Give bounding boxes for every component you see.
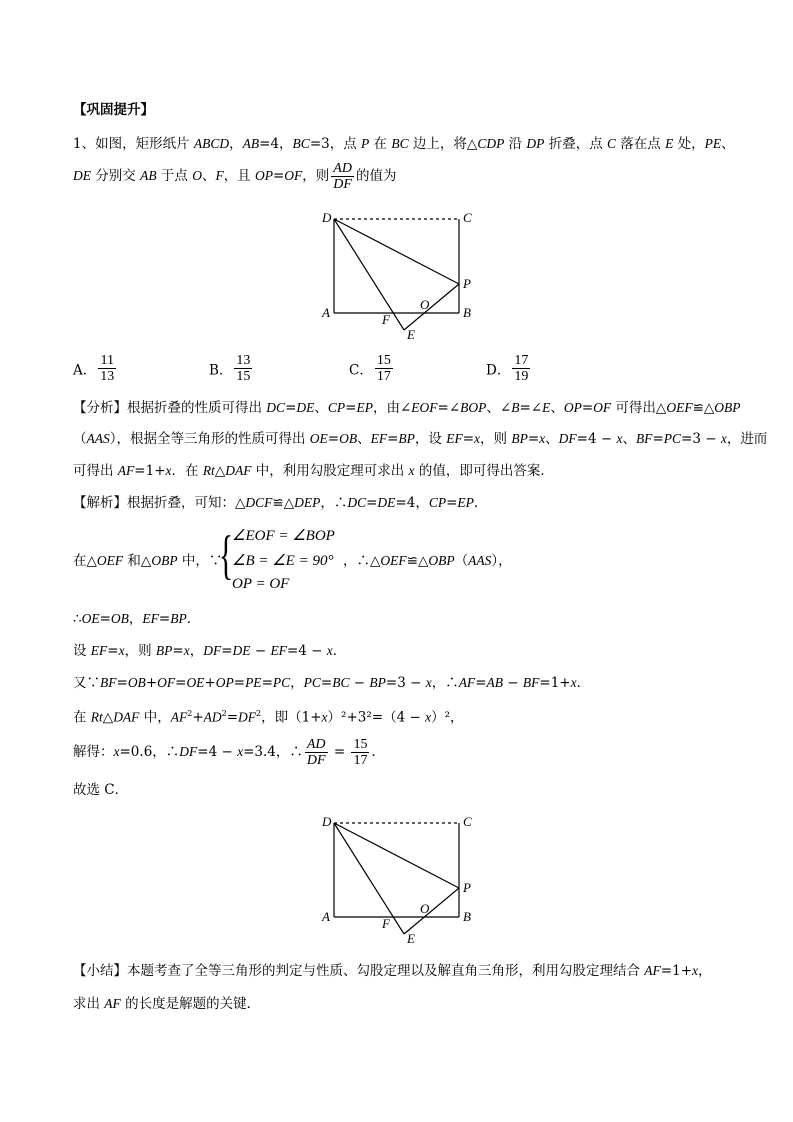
option-b-num: 13 [236,353,251,368]
text-run: 1、如图，矩形纸片 [73,136,194,152]
text-run: = [285,400,297,416]
problem-line-2 [73,161,396,192]
option-c[interactable] [349,353,395,384]
option-d-fraction [512,353,530,384]
text-run: 边上，将△ [408,136,478,152]
geometry-figure-1 [318,208,478,343]
math-variable: B [511,400,520,415]
point-label-p: P [463,880,471,895]
text-run: （ [454,553,469,569]
math-variable: OEF [380,553,407,568]
text-run: = [261,675,273,691]
point-label-e: E [407,327,415,342]
answer-fraction-2 [351,737,369,768]
text-run: = [446,495,458,511]
math-variable: DP [526,136,545,151]
ratio-numerator: AD [333,161,352,176]
option-c-num: 15 [376,353,391,368]
text-run: = [387,431,399,447]
math-variable: AF [170,709,188,725]
text-run: 又∵ [73,675,100,691]
problem-line-1 [73,135,735,153]
math-variable: OBP [151,553,178,568]
math-variable: DF [558,431,577,446]
option-b-fraction [234,353,252,384]
math-variable: DAF [113,709,140,725]
math-variable: AF [104,996,121,1011]
math-variable: OE [186,675,205,690]
text-run: =0.6，∴ [119,744,180,760]
answer-equals: = [329,744,350,760]
option-b-den: 15 [236,369,251,384]
text-run: 中，利用勾股定理可求出 [251,463,409,479]
math-variable: x [425,709,432,725]
option-a[interactable] [73,353,118,384]
math-variable: DF [179,744,198,759]
point-label-d: D [322,210,332,225]
answer-fraction-2-den: 17 [353,753,368,768]
math-variable: BP [511,431,528,446]
text-run: = [581,400,594,416]
math-variable: DAF [225,463,252,478]
text-run: △ [214,463,226,479]
text-run: ， [128,611,143,627]
text-run: =3 − [385,675,426,691]
analysis-line-1 [73,399,741,417]
segment-pe [404,888,459,934]
text-run: =1+ [539,675,571,691]
text-run: =4， [395,495,429,511]
math-variable: OF [284,168,303,183]
math-variable: Rt [90,709,103,725]
math-variable: CP [428,495,447,510]
text-run: = [366,495,378,511]
text-run: 、 [314,400,328,416]
text-run: 的长度是解题的关键． [120,996,261,1012]
math-variable: x [118,643,125,658]
point-label-c: C [463,814,472,829]
analysis-line-2 [73,430,767,448]
text-run: ， [189,643,204,659]
math-variable: x [425,675,432,690]
solution-line-7-end: ． [371,744,385,760]
math-variable: AF [644,963,661,978]
math-variable: BP [369,675,386,690]
system-eq-3: OP = OF [232,576,290,592]
text-run: 2 [187,709,193,718]
point-label-b: B [463,909,471,924]
text-run: ≌△ [272,495,295,511]
text-run: 设 [73,643,91,659]
text-run: ，即（1+ [261,709,322,726]
math-variable: BC [332,675,350,690]
math-variable: DE [377,495,396,510]
text-run: 的值，即可得出答案． [414,463,554,479]
text-run: 落在点 [616,136,666,152]
text-run: 2 [221,709,227,718]
text-run: 处， [673,136,705,152]
math-variable: x [539,431,546,446]
math-variable: BC [292,136,310,151]
option-c-fraction [375,353,393,384]
text-run: ）²， [431,709,464,726]
analysis-line-3 [73,462,554,480]
math-variable: DE [73,168,91,183]
math-variable: OE [81,611,100,626]
math-variable: BP [170,611,187,626]
text-run: = [226,709,239,726]
math-variable: EP [356,400,373,415]
option-a-fraction [98,353,116,384]
text-run: 在 [73,709,91,726]
point-label-a: A [322,909,330,924]
math-variable: BF [635,431,653,446]
option-c-label: C． [349,362,373,379]
math-variable: DE [296,400,315,415]
text-run: + [204,675,216,691]
math-variable: PC [663,431,682,446]
math-variable: x [692,963,699,978]
text-run: = [175,675,187,691]
solution-line-7 [73,737,385,768]
text-run: = [527,431,540,447]
math-variable: EF [370,431,388,446]
text-run: 解得： [73,744,114,760]
solution-line-2-post [343,552,512,570]
solution-line-6 [73,705,464,727]
summary-line-2 [73,995,260,1013]
point-label-c: C [463,210,472,225]
math-variable: DC [266,400,286,415]
math-variable: BP [398,431,415,446]
option-d[interactable] [486,353,532,384]
math-variable: OB [110,611,129,626]
math-variable: CDP [477,136,505,151]
text-run: ， [698,963,712,979]
text-run: ， [290,675,304,691]
segment-dp [334,219,459,284]
text-run: ． [576,675,591,691]
math-variable: C [607,136,617,151]
math-variable: BC [391,136,409,151]
math-variable: AF [458,675,476,690]
text-run: ． [186,611,201,627]
math-variable: ABCD [193,136,230,151]
math-variable: BF [100,675,117,690]
math-variable: DF [203,643,222,658]
point-label-b: B [463,305,471,320]
math-variable: AB [242,136,260,151]
point-label-e: E [407,931,415,946]
text-run: 【小结】本题考查了全等三角形的判定与性质、勾股定理以及解直角三角形，利用勾股定理结合 [73,963,645,979]
option-b-label: B． [209,362,233,379]
math-variable: DCF [245,495,273,510]
solution-line-5 [73,674,590,692]
text-run: 【解析】根据折叠，可知：△ [73,495,246,511]
math-variable: OP [254,168,273,183]
solution-line-2-pre [73,552,222,570]
text-run: ． [332,643,347,659]
text-run: 于点 [156,168,193,184]
text-run: 可得出 [73,463,118,479]
text-run: ，∴ [431,675,459,691]
math-variable: OBP [428,553,455,568]
text-run: △ [102,709,114,726]
text-run: = [116,675,128,691]
text-run: = [107,643,119,659]
text-run: 在 [369,136,392,152]
option-a-label: A． [73,362,97,379]
text-run: − [349,675,370,691]
math-variable: PE [704,136,722,151]
text-run: ），根据全等三角形的性质可得出 [109,431,310,447]
text-run: 在△ [73,553,97,569]
math-variable: x [616,431,623,446]
math-variable: E [542,400,551,415]
text-run: 沿 [504,136,527,152]
text-run: ，则 [124,643,156,659]
text-run: =1+ [134,463,166,479]
math-variable: EF [142,611,159,626]
option-d-den: 19 [514,369,529,384]
text-run: = [652,431,664,447]
text-run: 、 [622,431,636,447]
math-variable: x [720,431,727,446]
math-variable: CP [327,400,346,415]
point-label-o: O [420,297,430,312]
math-variable: OP [563,400,582,415]
math-variable: x [237,744,244,759]
text-run: ∴ [73,611,82,627]
text-run: ，由∠ [372,400,412,416]
text-run: ≌△ [692,400,715,416]
answer-fraction-1 [305,737,328,768]
text-run: ，则 [480,431,512,447]
math-variable: AB [140,168,157,183]
text-run: ≌△ [406,553,429,569]
math-variable: F [215,168,224,183]
text-run: 【分析】根据折叠的性质可得出 [73,400,267,416]
text-run: 分别交 [91,168,141,184]
option-d-num: 17 [514,353,529,368]
math-variable: OEF [666,400,693,415]
point-label-f: F [382,312,390,327]
ratio-denominator: DF [333,177,352,192]
math-variable: E [665,136,674,151]
math-variable: AAS [468,553,492,568]
text-run: =4 − [576,431,617,447]
math-variable: OEF [96,553,124,568]
point-label-a: A [322,305,330,320]
math-variable: DF [238,709,257,725]
math-variable: OF [593,400,612,415]
text-run: − [250,643,271,659]
math-variable: BF [522,675,540,690]
text-run: = [345,400,357,416]
text-run: = [172,643,184,659]
answer-fraction-2-num: 15 [353,737,368,752]
point-label-p: P [463,276,471,291]
math-variable: EF [270,643,287,658]
segment-dp [334,823,459,888]
math-variable: PC [303,675,321,690]
text-run: ． [473,495,488,511]
text-run: 、 [545,431,559,447]
answer-fraction-1-num: AD [306,737,326,752]
solution-line-8: 故选 C． [73,782,129,798]
math-variable: EF [446,431,463,446]
solution-line-3 [73,610,200,628]
math-variable: x [113,744,120,759]
text-run: ，∴△ [343,553,381,569]
text-run: ，∴ [320,495,348,511]
answer-fraction-1-den: DF [306,753,326,768]
text-run: + [192,709,204,726]
text-run: ， [229,136,243,152]
text-run: 2 [256,709,262,718]
math-variable: AF [117,463,135,478]
math-variable: x [165,463,172,478]
option-d-label: D． [486,362,511,379]
text-run: =∠ [437,400,461,416]
text-run: =3，点 [309,136,362,152]
math-variable: EOF [411,400,438,415]
text-run: ，进而 [726,431,768,447]
text-run: ，设 [414,431,447,447]
text-run: （ [73,431,87,447]
text-run: 、 [201,168,216,184]
math-variable: x [183,643,190,658]
text-run: =∠ [519,400,543,416]
text-run: ．在 [171,463,203,479]
system-eq-1: ∠EOF = ∠BOP [232,528,335,544]
text-run: + [145,675,158,691]
text-run: = [327,431,340,447]
math-variable: OB [339,431,358,446]
point-label-d: D [322,814,332,829]
math-variable: O [192,168,202,183]
math-variable: OE [309,431,328,446]
math-variable: P [361,136,370,151]
option-c-den: 17 [376,369,391,384]
math-variable: DEP [294,495,321,510]
math-variable: x [326,643,333,658]
point-label-f: F [382,916,390,931]
math-variable: BP [155,643,173,658]
text-run: − [503,675,523,691]
text-run: 、∠ [486,400,512,416]
system-eq-2: ∠B = ∠E = 90° [232,553,334,569]
math-variable: OB [127,675,146,690]
point-label-o: O [420,901,430,916]
system-brace: { [218,525,234,585]
text-run: = [158,611,171,627]
geometry-figure-2 [318,812,478,947]
math-variable: PC [272,675,291,690]
solution-line-4 [73,642,346,660]
section-title: 【巩固提升】 [73,102,154,118]
math-variable: x [321,709,328,725]
text-run: = [272,168,285,184]
text-run: 折叠，点 [544,136,607,152]
text-run: =4， [259,136,293,152]
problem-line-2-text [73,168,329,184]
problem-line-2-end: 的值为 [355,168,397,184]
text-run: =3.4，∴ [243,744,303,760]
text-run: 、 [357,431,371,447]
text-run: =3 − [681,431,721,447]
summary-line-1 [73,962,712,980]
math-variable: x [474,431,481,446]
text-run: = [233,675,246,691]
text-run: = [320,675,333,691]
text-run: 中，∵ [177,553,223,569]
segment-pe [404,284,459,330]
text-run: = [462,431,475,447]
text-run: =4 − [286,643,327,659]
math-variable: EP [457,495,474,510]
math-variable: Rt [202,463,215,478]
text-run: 中， [139,709,171,726]
option-b[interactable] [209,353,254,384]
math-variable: OP [215,675,234,690]
math-variable: AD [203,709,222,725]
option-a-den: 13 [100,369,115,384]
math-variable: OBP [714,400,741,415]
math-variable: DE [232,643,251,658]
text-run: ，则 [302,168,330,184]
text-run: ，且 [223,168,255,184]
solution-line-1 [73,494,487,512]
text-run: =1+ [660,963,693,979]
option-list [73,353,633,393]
math-variable: PE [245,675,262,690]
text-run: 、 [550,400,564,416]
text-run: 可得出△ [611,400,667,416]
math-variable: x [570,675,577,690]
text-run: = [475,675,487,691]
math-variable: BOP [460,400,487,415]
option-a-num: 11 [98,353,116,369]
math-variable: OF [157,675,176,690]
text-run: = [221,643,233,659]
text-run: = [99,611,111,627]
math-variable: EF [90,643,108,658]
text-run: ）， [491,553,512,569]
solution-line-7-text [73,744,303,760]
text-run: 和△ [123,553,152,569]
math-variable: x [408,463,415,478]
math-variable: AB [486,675,503,690]
math-variable: AAS [86,431,110,446]
math-variable: DC [347,495,367,510]
text-run: 、 [721,136,735,152]
text-run: =4 − [197,744,238,760]
text-run: 求出 [73,996,105,1012]
ratio-fraction [331,161,354,192]
text-run: ）²+3²=（4 − [327,709,426,726]
